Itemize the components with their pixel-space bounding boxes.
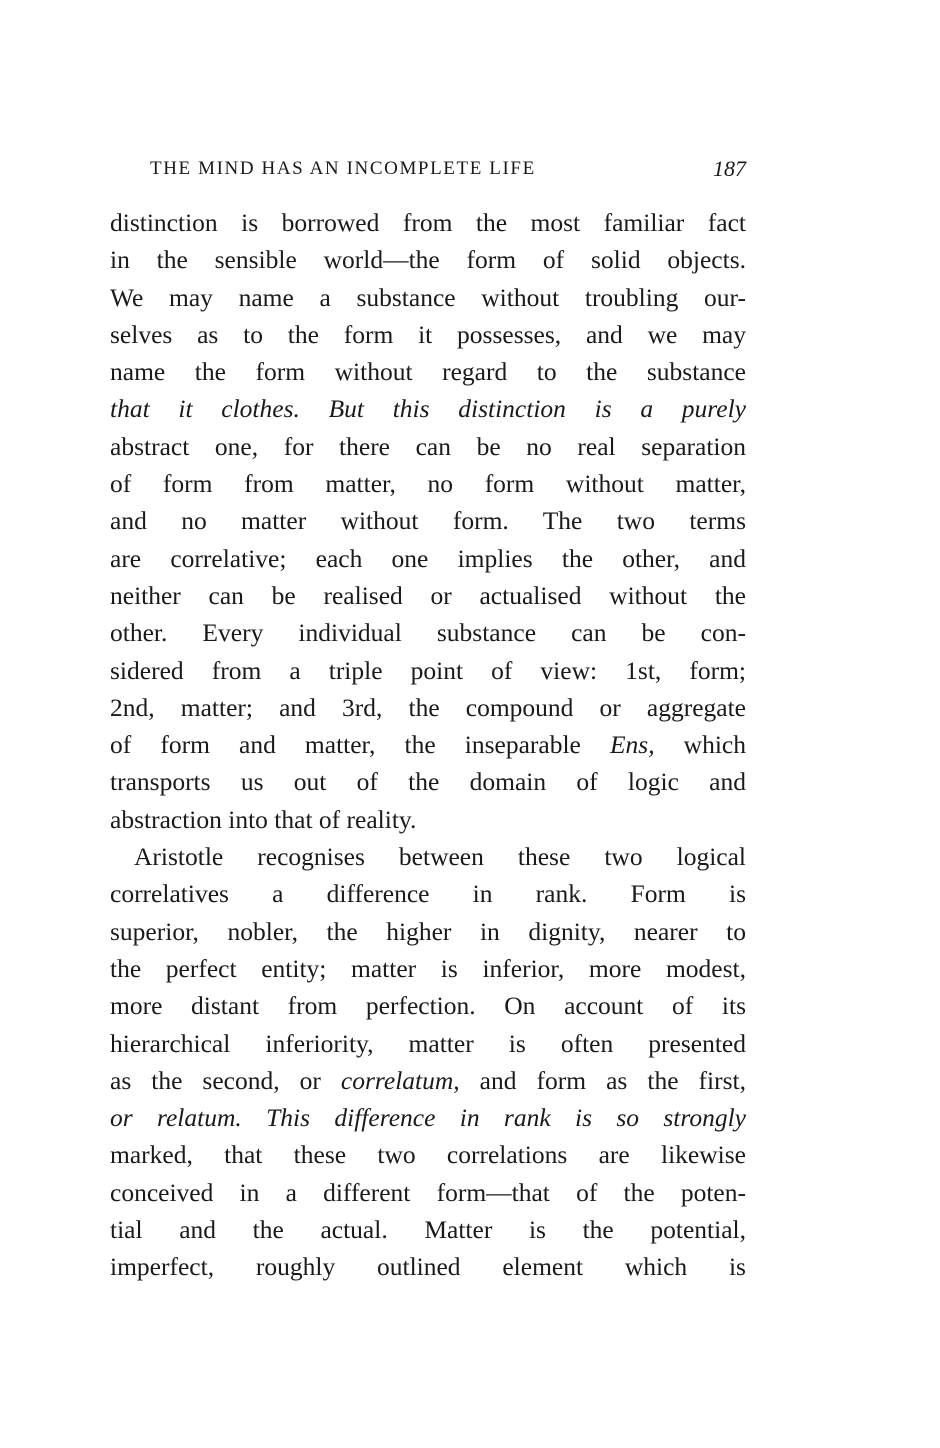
text-segment: neither can be realised or actualised without the <box>110 580 746 610</box>
text-line <box>110 913 746 950</box>
text-segment: conceived in a different form—that of the poten- <box>110 1177 746 1207</box>
text-line <box>110 801 746 838</box>
text-line <box>110 279 746 316</box>
text-segment: abstraction into that of reality. <box>110 804 417 834</box>
text-line <box>110 577 746 614</box>
text-segment: Aristotle recognises between these two logical <box>134 842 746 872</box>
text-segment: abstract one, for there can be no real separation <box>110 431 746 461</box>
text-segment: and no matter without form. The two terms <box>110 506 746 536</box>
text-segment: superior, nobler, the higher in dignity, nearer to <box>110 916 746 946</box>
text-line <box>110 1062 746 1099</box>
text-segment: correlatives a difference in rank. Form is <box>110 879 746 909</box>
italic-text: Ens, <box>609 730 655 760</box>
text-line <box>110 689 746 726</box>
text-line <box>110 353 746 390</box>
text-segment: imperfect, roughly outlined element which is <box>110 1252 746 1282</box>
text-line <box>110 614 746 651</box>
text-line <box>110 763 746 800</box>
italic-text: or relatum. This difference in rank is so strongly <box>110 1103 746 1133</box>
text-line <box>110 502 746 539</box>
text-line <box>110 241 746 278</box>
text-line <box>110 204 746 241</box>
paragraph <box>110 838 746 1286</box>
text-segment: tial and the actual. Matter is the potential, <box>110 1215 746 1245</box>
text-line <box>110 838 746 875</box>
text-line <box>110 1248 746 1285</box>
text-line <box>110 875 746 912</box>
text-line <box>110 316 746 353</box>
text-line <box>110 465 746 502</box>
text-segment: which <box>654 730 746 760</box>
text-segment: are correlative; each one implies the other, and <box>110 543 746 573</box>
text-segment: as the second, or <box>110 1065 341 1095</box>
text-segment: of form from matter, no form without matter, <box>110 469 746 499</box>
text-line <box>110 950 746 987</box>
text-line <box>110 1211 746 1248</box>
text-segment: transports us out of the domain of logic and <box>110 767 746 797</box>
text-segment: other. Every individual substance can be con- <box>110 618 746 648</box>
body-text <box>110 204 746 1286</box>
text-line <box>110 428 746 465</box>
text-segment: in the sensible world—the form of solid objects. <box>110 245 746 275</box>
text-line <box>110 987 746 1024</box>
text-segment: We may name a substance without troubling our- <box>110 282 746 312</box>
text-segment: the perfect entity; matter is inferior, more modest, <box>110 953 746 983</box>
italic-text: correlatum, <box>340 1065 460 1095</box>
text-segment: sidered from a triple point of view: 1st, form; <box>110 655 746 685</box>
text-line <box>110 390 746 427</box>
text-segment: of form and matter, the inseparable <box>110 730 610 760</box>
text-segment: 2nd, matter; and 3rd, the compound or aggregate <box>110 692 746 722</box>
text-line <box>110 540 746 577</box>
text-line <box>110 1025 746 1062</box>
text-segment: hierarchical inferiority, matter is often presented <box>110 1028 746 1058</box>
text-segment: name the form without regard to the substance <box>110 357 746 387</box>
text-line <box>110 652 746 689</box>
text-line <box>110 1099 746 1136</box>
text-line <box>110 726 746 763</box>
text-line <box>110 1174 746 1211</box>
running-title: THE MIND HAS AN INCOMPLETE LIFE <box>150 158 536 179</box>
paragraph <box>110 204 746 838</box>
page-number: 187 <box>713 156 746 181</box>
text-segment: marked, that these two correlations are likewise <box>110 1140 746 1170</box>
text-segment: selves as to the form it possesses, and we may <box>110 319 746 349</box>
italic-text: that it clothes. But this distinction is a purely <box>110 394 746 424</box>
text-segment: more distant from perfection. On account of its <box>110 991 746 1021</box>
text-segment: and form as the first, <box>459 1065 746 1095</box>
text-segment: distinction is borrowed from the most familiar fact <box>110 208 746 237</box>
text-line <box>110 1136 746 1173</box>
running-header <box>150 158 746 188</box>
